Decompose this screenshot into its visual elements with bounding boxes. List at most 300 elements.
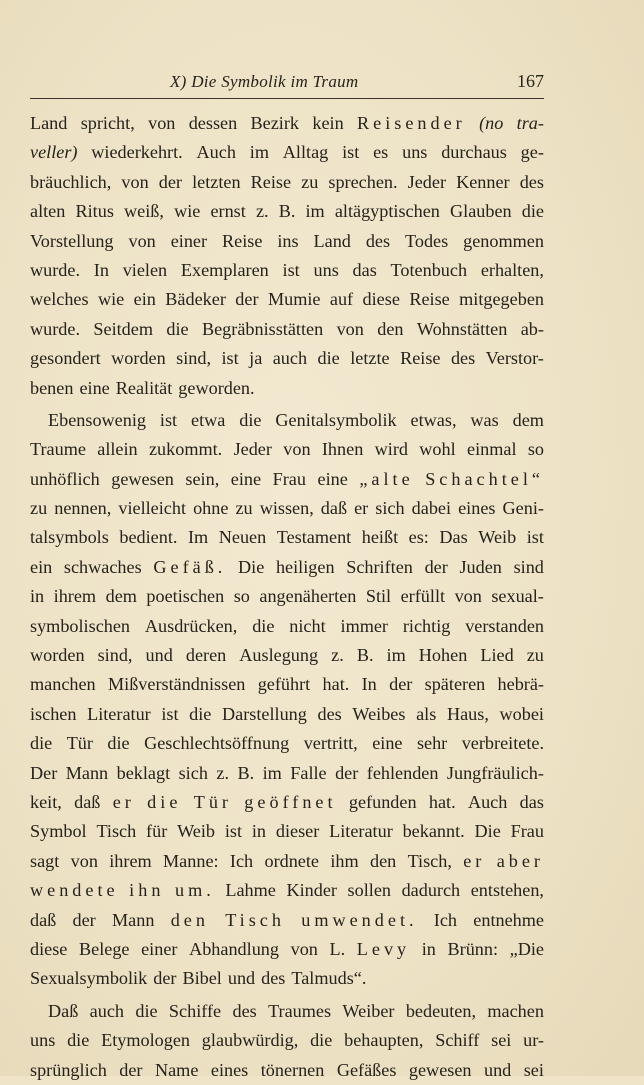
word: was <box>470 409 499 430</box>
word: talsymbols <box>30 527 109 548</box>
word: das <box>352 259 377 280</box>
word: die <box>30 733 53 754</box>
word: ein <box>30 556 53 577</box>
word: dadurch <box>401 880 461 901</box>
word: der <box>153 968 177 989</box>
word: alten <box>30 201 66 222</box>
word: Ausdrücken, <box>144 615 238 636</box>
word: auch <box>272 348 308 369</box>
text-line <box>30 759 544 788</box>
word: in <box>30 586 45 607</box>
word: letzten <box>192 171 241 192</box>
word: Schriften <box>346 556 413 577</box>
word: Weibes <box>352 703 406 724</box>
page-header <box>30 70 544 99</box>
word: zu <box>301 171 319 192</box>
word: Weiber <box>342 1000 395 1021</box>
word: Im <box>187 527 209 548</box>
word: Manne: <box>163 850 219 871</box>
word: Schiff <box>435 1030 480 1051</box>
word: sind, <box>97 645 133 666</box>
word: Jeder <box>407 171 447 192</box>
word: Literatur <box>87 703 151 724</box>
word: dem <box>105 586 137 607</box>
word: Neuen <box>218 527 267 548</box>
word: Schachtel“ <box>425 468 544 489</box>
word: den <box>377 318 404 339</box>
word: der <box>158 171 182 192</box>
word: der <box>72 909 96 930</box>
word: wurde. <box>30 259 80 280</box>
word: so <box>233 586 250 607</box>
word: richtig <box>402 615 451 636</box>
word: Jeder <box>233 439 272 460</box>
word: einer <box>141 938 178 959</box>
word: uns <box>30 1030 56 1051</box>
text-line <box>30 285 544 314</box>
word: von <box>121 171 149 192</box>
text-line <box>30 553 544 582</box>
word: die <box>252 615 275 636</box>
word: vielleicht <box>118 498 187 519</box>
word: eine <box>79 377 110 398</box>
word: wobei <box>499 703 544 724</box>
running-head: X) Die Symbolik im Traum <box>170 72 359 91</box>
word: gesondert <box>30 348 101 369</box>
word: glaubwürdig, <box>201 1030 299 1051</box>
word: von <box>283 439 311 460</box>
word: Wohnstätten <box>416 318 508 339</box>
word: ist <box>161 703 179 724</box>
word: benen <box>30 377 74 398</box>
word: der <box>335 762 359 783</box>
word: Jungfräulich- <box>446 762 544 783</box>
word: daß <box>320 498 348 519</box>
text-line <box>30 406 544 435</box>
word: Tisch, <box>407 850 452 871</box>
word: wurde. <box>30 318 80 339</box>
word: er <box>354 498 369 519</box>
word: gewesen <box>111 468 174 489</box>
word: bedeuten, <box>405 1000 477 1021</box>
text-line <box>30 344 544 373</box>
word: Ich <box>229 850 254 871</box>
word: Etymologen <box>101 1030 190 1051</box>
word: Reise <box>400 348 441 369</box>
word: B. <box>278 201 296 222</box>
word: worden <box>30 645 85 666</box>
word: ist <box>282 259 300 280</box>
word: „Die <box>509 938 544 959</box>
word: Haus, <box>446 703 489 724</box>
word: die <box>67 1030 90 1051</box>
word: wie <box>174 201 201 222</box>
word: als <box>416 703 437 724</box>
word: manchen <box>30 674 96 695</box>
word: ohne <box>193 498 229 519</box>
word: In <box>361 674 377 695</box>
word: die <box>310 1030 333 1051</box>
word: und <box>227 968 256 989</box>
text-line <box>30 876 544 905</box>
word: des <box>317 703 342 724</box>
word: sprechen. <box>328 171 398 192</box>
word: wohl <box>419 439 456 460</box>
word: ihn <box>129 880 165 901</box>
word: unhöflich <box>30 468 100 489</box>
word: ihm <box>330 850 359 871</box>
word: Frau <box>510 821 544 842</box>
word: heißt <box>361 527 399 548</box>
word: Traume <box>30 439 86 460</box>
word: auch <box>89 1000 124 1021</box>
word: die <box>107 733 130 754</box>
word: Talmuds“. <box>291 968 367 989</box>
word: Kinder <box>286 880 337 901</box>
word: des <box>365 230 391 251</box>
word: Traumes <box>268 1000 332 1021</box>
word: Hohen <box>418 645 468 666</box>
word: so <box>527 439 544 460</box>
word: durchaus <box>441 142 507 163</box>
word: auf <box>329 289 354 310</box>
word: ordnete <box>264 850 320 871</box>
word: des <box>450 348 476 369</box>
text-line <box>30 256 544 285</box>
word: Mißverständnissen <box>107 674 246 695</box>
text-line <box>30 465 544 494</box>
word: entstehen, <box>470 880 544 901</box>
word: ein <box>133 289 156 310</box>
word: Name <box>154 1059 199 1080</box>
word: Brünn: <box>447 938 499 959</box>
word: welches <box>30 289 89 310</box>
word: die <box>189 703 212 724</box>
text-line <box>30 582 544 611</box>
word: Literatur <box>329 821 393 842</box>
word: wendete <box>30 880 119 901</box>
word: von <box>454 586 482 607</box>
word: „alte <box>359 468 414 489</box>
word: ab- <box>520 318 544 339</box>
word: Testament <box>276 527 352 548</box>
word: Falle <box>290 762 327 783</box>
word: z. <box>331 645 344 666</box>
word: altägyptischen <box>334 201 440 222</box>
word: Ihnen <box>321 439 364 460</box>
word: vertritt, <box>303 733 358 754</box>
word: Daß <box>48 1000 79 1021</box>
word: ge- <box>520 142 544 163</box>
word: sich <box>375 498 405 519</box>
text-line <box>30 729 544 758</box>
word: geöffnet <box>244 791 337 812</box>
word: Auslegung <box>239 645 319 666</box>
word: bräuchlich, <box>30 171 112 192</box>
word: Kenner <box>456 171 510 192</box>
word: tra- <box>516 113 544 133</box>
page-number: 167 <box>517 71 544 91</box>
word: nennen, <box>54 498 112 519</box>
word: sagt <box>30 850 60 871</box>
word: den <box>369 850 397 871</box>
word: eine <box>372 733 403 754</box>
word: Reise <box>221 230 263 251</box>
word: Mann <box>65 762 109 783</box>
word: Tisch <box>96 821 137 842</box>
word: uns <box>402 142 428 163</box>
word: wiederkehrt. <box>91 142 183 163</box>
word: Mann <box>112 909 155 930</box>
word: er <box>112 791 135 812</box>
word: Das <box>439 527 468 548</box>
word: Ritus <box>75 201 114 222</box>
word: der <box>235 289 259 310</box>
text-line <box>30 523 544 552</box>
word: im <box>386 645 406 666</box>
word: machen <box>487 1000 544 1021</box>
word: sein, <box>185 468 220 489</box>
word: Genitalsymbolik <box>275 409 397 430</box>
word: ur- <box>523 1030 544 1051</box>
word: der <box>389 674 413 695</box>
word: Die <box>238 556 265 577</box>
word: der <box>119 1059 143 1080</box>
word: (no <box>479 113 504 133</box>
word: Reisender <box>357 113 466 133</box>
word: Sexualsymbolik <box>30 968 148 989</box>
word: etwas, <box>410 409 457 430</box>
word: hat. <box>322 674 350 695</box>
text-line <box>30 109 544 138</box>
word: von <box>290 938 318 959</box>
word: umwendet. <box>301 909 418 930</box>
word: Tür <box>66 733 93 754</box>
word: beklagt <box>116 762 171 783</box>
word: sei <box>523 1059 544 1080</box>
word: Lied <box>480 645 514 666</box>
text-line <box>30 435 544 464</box>
word: ist <box>224 821 243 842</box>
word: dem <box>512 409 544 430</box>
word: kein <box>312 113 344 133</box>
word: Juden <box>459 556 502 577</box>
word: veller) <box>30 142 78 163</box>
text-line <box>30 374 544 403</box>
text-line <box>30 1026 544 1055</box>
word: diese <box>362 289 400 310</box>
word: einer <box>170 230 208 251</box>
word: erfüllt <box>400 586 446 607</box>
word: Realität <box>115 377 173 398</box>
word: gefunden <box>348 791 417 812</box>
word: eines <box>458 498 496 519</box>
word: ihrem <box>109 850 152 871</box>
word: des <box>232 1000 257 1021</box>
word: Weib <box>177 821 216 842</box>
text-line <box>30 700 544 729</box>
word: uns <box>313 259 339 280</box>
word: wissen, <box>259 498 314 519</box>
text-line <box>30 168 544 197</box>
word: Bibel <box>182 968 222 989</box>
word: er <box>463 850 486 871</box>
word: von <box>148 113 176 133</box>
word: Schiffe <box>168 1000 222 1021</box>
word: mitgegeben <box>459 289 544 310</box>
word: Geschlechtsöffnung <box>144 733 290 754</box>
word: die <box>521 201 544 222</box>
word: um. <box>175 880 215 901</box>
word: sprünglich <box>30 1059 107 1080</box>
word: gewesen <box>408 1059 472 1080</box>
word: und <box>145 645 173 666</box>
text-line <box>30 964 544 993</box>
word: späteren <box>424 674 486 695</box>
word: daß <box>30 909 57 930</box>
word: in <box>251 821 267 842</box>
word: im <box>249 142 269 163</box>
text-line <box>30 906 544 935</box>
word: weiß, <box>124 201 164 222</box>
word: Lahme <box>225 880 276 901</box>
word: Reise <box>250 171 292 192</box>
word: es: <box>408 527 429 548</box>
word: und <box>483 1059 512 1080</box>
word: ist <box>526 527 544 548</box>
word: Ebensowenig <box>48 409 146 430</box>
word: angenäherten <box>259 586 357 607</box>
word: einmal <box>467 439 517 460</box>
word: eine <box>230 468 262 489</box>
word: sehr <box>416 733 448 754</box>
word: im <box>262 762 282 783</box>
word: geworden. <box>178 377 255 398</box>
word: die <box>147 791 182 812</box>
word: zu <box>526 645 544 666</box>
text-line <box>30 670 544 699</box>
word: von <box>128 230 156 251</box>
word: zu <box>30 498 48 519</box>
word: Frau <box>272 468 306 489</box>
word: nicht <box>289 615 326 636</box>
word: vielen <box>122 259 168 280</box>
word: sind <box>513 556 544 577</box>
word: eines <box>210 1059 249 1080</box>
word: ernst <box>210 201 246 222</box>
text-line <box>30 1056 544 1085</box>
word: das <box>519 791 544 812</box>
word: hebrä- <box>497 674 544 695</box>
word: Mumie <box>267 289 321 310</box>
word: Tisch <box>225 909 285 930</box>
word: behaupten, <box>344 1030 424 1051</box>
word: bekannt. <box>402 821 465 842</box>
word: Abhandlung <box>189 938 279 959</box>
word: Symbol <box>30 821 87 842</box>
text-line <box>30 138 544 167</box>
word: diese <box>30 938 68 959</box>
word: aber <box>496 850 544 871</box>
word: sei <box>491 1030 512 1051</box>
word: des <box>519 171 544 192</box>
word: ischen <box>30 703 77 724</box>
word: Begräbnisstätten <box>201 318 324 339</box>
word: dabei <box>411 498 452 519</box>
word: letzte <box>350 348 390 369</box>
body-text <box>30 109 544 1085</box>
word: eine <box>317 468 348 489</box>
word: den <box>170 909 209 930</box>
word: von <box>336 318 364 339</box>
word: Die <box>474 821 501 842</box>
word: Stil <box>365 586 392 607</box>
word: wie <box>97 289 125 310</box>
text-line <box>30 997 544 1026</box>
word: ist <box>159 409 178 430</box>
word: B. <box>237 762 255 783</box>
word: es <box>373 142 389 163</box>
word: L. <box>329 938 346 959</box>
word: Gefäßes <box>336 1059 397 1080</box>
text-line <box>30 935 544 964</box>
text-line <box>30 788 544 817</box>
text-line <box>30 847 544 876</box>
word: z. <box>216 762 229 783</box>
word: Ich <box>433 909 458 930</box>
word: im <box>305 201 325 222</box>
word: fehlenden <box>366 762 439 783</box>
text-line <box>30 641 544 670</box>
word: verstanden <box>465 615 544 636</box>
word: Darstellung <box>222 703 307 724</box>
word: symbolischen <box>30 615 131 636</box>
word: die <box>239 409 262 430</box>
word: Bädeker <box>165 289 226 310</box>
word: Der <box>30 762 58 783</box>
word: Exemplaren <box>180 259 269 280</box>
word: von <box>70 850 98 871</box>
word: Belege <box>78 938 130 959</box>
word: verbreitete. <box>461 733 544 754</box>
text-line <box>30 817 544 846</box>
word: der <box>424 556 448 577</box>
word: ins <box>277 230 299 251</box>
word: Todes <box>405 230 449 251</box>
word: deren <box>185 645 227 666</box>
word: tönernen <box>260 1059 325 1080</box>
word: wird <box>374 439 408 460</box>
word: zukommt. <box>148 439 223 460</box>
word: B. <box>356 645 374 666</box>
text-line <box>30 315 544 344</box>
word: Geni- <box>502 498 544 519</box>
word: Auch <box>196 142 236 163</box>
word: die <box>166 318 189 339</box>
word: allein <box>97 439 138 460</box>
word: geführt <box>257 674 311 695</box>
word: Reise <box>409 289 450 310</box>
word: die <box>317 348 340 369</box>
word: genommen <box>463 230 544 251</box>
word: schwaches <box>63 556 142 577</box>
word: erhalten, <box>480 259 544 280</box>
word: Bezirk <box>250 113 300 133</box>
text-line <box>30 612 544 641</box>
word: sollen <box>347 880 391 901</box>
word: Weib <box>478 527 517 548</box>
word: sich <box>178 762 208 783</box>
